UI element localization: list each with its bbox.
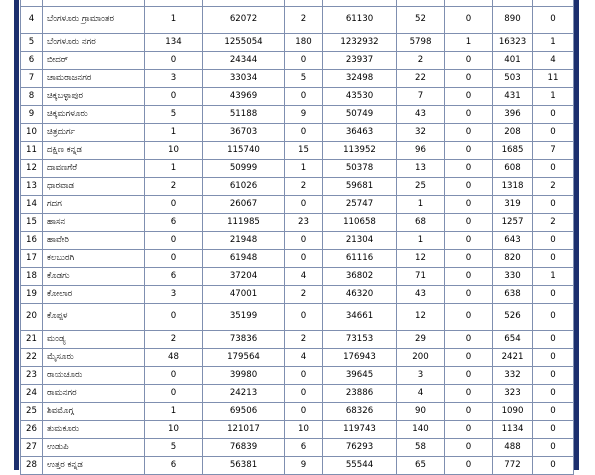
value-cell-3: 0 — [285, 250, 323, 268]
serial-number-cell: 8 — [21, 88, 43, 106]
value-cell-1: 0 — [145, 250, 203, 268]
value-cell-6: 0 — [445, 106, 493, 124]
value-cell-3: 2 — [285, 178, 323, 196]
serial-number-cell: 13 — [21, 178, 43, 196]
table-row — [21, 178, 574, 196]
value-cell-4: 119743 — [323, 421, 397, 439]
value-cell-2: 24213 — [203, 385, 285, 403]
value-cell-5: 71 — [397, 268, 445, 286]
value-cell-2: 61948 — [203, 250, 285, 268]
value-cell-2: 21948 — [203, 232, 285, 250]
value-cell-4: 43530 — [323, 88, 397, 106]
district-name-cell: ಕೊಡಗು — [43, 268, 145, 286]
value-cell-8: 0 — [533, 385, 574, 403]
district-name-cell: ರಾಮನಗರ — [43, 385, 145, 403]
table-row — [21, 331, 574, 349]
table-row — [21, 439, 574, 457]
district-name-cell: ಕೊಪ್ಪಳ — [43, 304, 145, 331]
value-cell-5: 1 — [397, 196, 445, 214]
value-cell-8: 0 — [533, 439, 574, 457]
value-cell-4: 46320 — [323, 286, 397, 304]
serial-number-cell: 20 — [21, 304, 43, 331]
value-cell-1: 10 — [145, 421, 203, 439]
value-cell-3: 0 — [285, 196, 323, 214]
value-cell-5: 200 — [397, 349, 445, 367]
value-cell-3: 10 — [285, 421, 323, 439]
value-cell-8: 2 — [533, 214, 574, 232]
value-cell-1: 0 — [145, 367, 203, 385]
value-cell-8: 0 — [533, 106, 574, 124]
table-row — [21, 385, 574, 403]
table-row — [21, 88, 574, 106]
value-cell-5: 12 — [397, 304, 445, 331]
value-cell-1: 2 — [145, 178, 203, 196]
value-cell-4: 23937 — [323, 52, 397, 70]
serial-number-cell: 16 — [21, 232, 43, 250]
value-cell-8: 0 — [533, 421, 574, 439]
value-cell-6: 0 — [445, 142, 493, 160]
serial-number-cell: 11 — [21, 142, 43, 160]
value-cell-7: 772 — [493, 457, 533, 475]
value-cell-1: 0 — [145, 385, 203, 403]
district-name-cell: ಗದಗ — [43, 196, 145, 214]
value-cell-3: 9 — [285, 106, 323, 124]
value-cell-3: 0 — [285, 304, 323, 331]
table-row — [21, 34, 574, 52]
value-cell-4: 59681 — [323, 178, 397, 196]
table-row — [21, 403, 574, 421]
value-cell-3: 1 — [285, 160, 323, 178]
district-name-cell: ಕೋಲಾರ — [43, 286, 145, 304]
value-cell-3: 9 — [285, 457, 323, 475]
value-cell-7: 1134 — [493, 421, 533, 439]
value-cell-3: 0 — [285, 52, 323, 70]
value-cell-2: 76839 — [203, 439, 285, 457]
value-cell-2: 115740 — [203, 142, 285, 160]
serial-number-cell: 5 — [21, 34, 43, 52]
value-cell-5: 96 — [397, 142, 445, 160]
value-cell-6: 0 — [445, 331, 493, 349]
value-cell-2: 73836 — [203, 331, 285, 349]
value-cell-3: 0 — [285, 385, 323, 403]
value-cell-1: 2 — [145, 331, 203, 349]
value-cell-7: 1257 — [493, 214, 533, 232]
value-cell-6: 0 — [445, 268, 493, 286]
value-cell-6: 0 — [445, 214, 493, 232]
value-cell-7: 2421 — [493, 349, 533, 367]
value-cell-5: 12 — [397, 250, 445, 268]
table-row — [21, 421, 574, 439]
value-cell-1: 0 — [145, 304, 203, 331]
value-cell-7: 890 — [493, 7, 533, 34]
value-cell-1: 6 — [145, 268, 203, 286]
serial-number-cell: 6 — [21, 52, 43, 70]
value-cell-5: 43 — [397, 286, 445, 304]
value-cell-1: 0 — [145, 88, 203, 106]
value-cell-2: 179564 — [203, 349, 285, 367]
table-row — [21, 304, 574, 331]
value-cell-1: 1 — [145, 124, 203, 142]
value-cell-2: 37204 — [203, 268, 285, 286]
value-cell-4: 61130 — [323, 7, 397, 34]
serial-number-cell: 25 — [21, 403, 43, 421]
table-row — [21, 457, 574, 475]
value-cell-8: 4 — [533, 52, 574, 70]
district-table-body — [21, 0, 574, 475]
value-cell-8: 0 — [533, 124, 574, 142]
district-name-cell: ಚಾಮರಾಜನಗರ — [43, 70, 145, 88]
value-cell-4: 23886 — [323, 385, 397, 403]
left-border-bar — [14, 0, 19, 470]
value-cell-6: 0 — [445, 160, 493, 178]
table-row — [21, 52, 574, 70]
value-cell-8: 7 — [533, 142, 574, 160]
district-name-cell: ರಾಯಚೂರು — [43, 367, 145, 385]
value-cell-6: 0 — [445, 178, 493, 196]
serial-number-cell: 4 — [21, 7, 43, 34]
value-cell-8: 0 — [533, 331, 574, 349]
district-name-cell: ಹಾಸನ — [43, 214, 145, 232]
district-name-cell: ಚಿತ್ರದುರ್ಗ — [43, 124, 145, 142]
value-cell-7: 330 — [493, 268, 533, 286]
value-cell-8: 2 — [533, 178, 574, 196]
district-name-cell: ಧಾರವಾಡ — [43, 178, 145, 196]
value-cell-2: 35199 — [203, 304, 285, 331]
value-cell-6: 0 — [445, 385, 493, 403]
value-cell-5: 58 — [397, 439, 445, 457]
value-cell-4: 68326 — [323, 403, 397, 421]
value-cell-7: 638 — [493, 286, 533, 304]
value-cell-6: 0 — [445, 52, 493, 70]
value-cell-7: 323 — [493, 385, 533, 403]
value-cell-2: 50999 — [203, 160, 285, 178]
serial-number-cell: 26 — [21, 421, 43, 439]
value-cell-6: 0 — [445, 403, 493, 421]
value-cell-5: 13 — [397, 160, 445, 178]
value-cell-3: 0 — [285, 232, 323, 250]
district-name-cell: ಚಿಕ್ಕಬಳ್ಳಾಪುರ — [43, 88, 145, 106]
value-cell-2: 111985 — [203, 214, 285, 232]
value-cell-4: 50749 — [323, 106, 397, 124]
table-row — [21, 7, 574, 34]
value-cell-7: 396 — [493, 106, 533, 124]
value-cell-2: 61026 — [203, 178, 285, 196]
value-cell-3: 2 — [285, 331, 323, 349]
value-cell-7: 332 — [493, 367, 533, 385]
value-cell-4: 39645 — [323, 367, 397, 385]
value-cell-6: 0 — [445, 457, 493, 475]
value-cell-5: 4 — [397, 385, 445, 403]
serial-number-cell: 15 — [21, 214, 43, 232]
serial-number-cell: 17 — [21, 250, 43, 268]
table-row — [21, 196, 574, 214]
table-row — [21, 70, 574, 88]
value-cell-7: 401 — [493, 52, 533, 70]
table-row — [21, 286, 574, 304]
value-cell-4: 21304 — [323, 232, 397, 250]
district-name-cell: ಮಂಡ್ಯ — [43, 331, 145, 349]
district-name-cell: ಮೈಸೂರು — [43, 349, 145, 367]
value-cell-4: 76293 — [323, 439, 397, 457]
table-row — [21, 268, 574, 286]
value-cell-7: 488 — [493, 439, 533, 457]
value-cell-4: 36463 — [323, 124, 397, 142]
district-name-cell: ಕಲಬುರಗಿ — [43, 250, 145, 268]
value-cell-4: 110658 — [323, 214, 397, 232]
value-cell-6: 0 — [445, 250, 493, 268]
value-cell-8: 0 — [533, 286, 574, 304]
value-cell-1: 48 — [145, 349, 203, 367]
district-name-cell: ದಕ್ಷಿಣ ಕನ್ನಡ — [43, 142, 145, 160]
value-cell-3: 0 — [285, 124, 323, 142]
value-cell-5: 52 — [397, 7, 445, 34]
district-name-cell: ಹಾವೇರಿ — [43, 232, 145, 250]
value-cell-1: 6 — [145, 457, 203, 475]
district-name-cell: ದಾವಣಗೆರೆ — [43, 160, 145, 178]
value-cell-4: 55544 — [323, 457, 397, 475]
value-cell-6: 0 — [445, 7, 493, 34]
value-cell-8: 0 — [533, 367, 574, 385]
value-cell-1: 1 — [145, 160, 203, 178]
value-cell-3: 4 — [285, 268, 323, 286]
value-cell-5: 3 — [397, 367, 445, 385]
value-cell-5: 22 — [397, 70, 445, 88]
value-cell-7: 643 — [493, 232, 533, 250]
value-cell-3: 23 — [285, 214, 323, 232]
value-cell-7: 319 — [493, 196, 533, 214]
value-cell-8: 0 — [533, 160, 574, 178]
serial-number-cell: 7 — [21, 70, 43, 88]
value-cell-3: 180 — [285, 34, 323, 52]
value-cell-3: 15 — [285, 142, 323, 160]
value-cell-2: 56381 — [203, 457, 285, 475]
serial-number-cell: 28 — [21, 457, 43, 475]
value-cell-6: 0 — [445, 88, 493, 106]
value-cell-1: 3 — [145, 286, 203, 304]
value-cell-1: 134 — [145, 34, 203, 52]
value-cell-5: 5798 — [397, 34, 445, 52]
value-cell-2: 51188 — [203, 106, 285, 124]
value-cell-8: 0 — [533, 457, 574, 475]
table-row — [21, 232, 574, 250]
value-cell-4: 25747 — [323, 196, 397, 214]
value-cell-6: 0 — [445, 304, 493, 331]
serial-number-cell: 23 — [21, 367, 43, 385]
district-name-cell: ಚಿಕ್ಕಮಗಳೂರು — [43, 106, 145, 124]
value-cell-5: 29 — [397, 331, 445, 349]
value-cell-2: 39980 — [203, 367, 285, 385]
value-cell-8: 0 — [533, 232, 574, 250]
value-cell-2: 43969 — [203, 88, 285, 106]
value-cell-5: 1 — [397, 232, 445, 250]
value-cell-8: 11 — [533, 70, 574, 88]
value-cell-3: 0 — [285, 367, 323, 385]
value-cell-3: 2 — [285, 286, 323, 304]
value-cell-7: 1090 — [493, 403, 533, 421]
district-name-cell: ಶಿವಮೊಗ್ಗ — [43, 403, 145, 421]
value-cell-1: 5 — [145, 106, 203, 124]
value-cell-8: 0 — [533, 349, 574, 367]
value-cell-3: 2 — [285, 7, 323, 34]
value-cell-5: 65 — [397, 457, 445, 475]
value-cell-3: 0 — [285, 88, 323, 106]
serial-number-cell: 24 — [21, 385, 43, 403]
value-cell-2: 36703 — [203, 124, 285, 142]
value-cell-2: 62072 — [203, 7, 285, 34]
value-cell-1: 0 — [145, 52, 203, 70]
value-cell-8: 1 — [533, 268, 574, 286]
district-name-cell: ಬೆಂಗಳೂರು ನಗರ — [43, 34, 145, 52]
serial-number-cell: 10 — [21, 124, 43, 142]
value-cell-6: 0 — [445, 367, 493, 385]
value-cell-6: 0 — [445, 70, 493, 88]
value-cell-7: 208 — [493, 124, 533, 142]
table-row — [21, 250, 574, 268]
value-cell-7: 654 — [493, 331, 533, 349]
value-cell-8: 0 — [533, 250, 574, 268]
value-cell-1: 0 — [145, 196, 203, 214]
serial-number-cell: 12 — [21, 160, 43, 178]
value-cell-5: 7 — [397, 88, 445, 106]
value-cell-3: 4 — [285, 349, 323, 367]
value-cell-6: 0 — [445, 196, 493, 214]
value-cell-1: 1 — [145, 403, 203, 421]
value-cell-6: 0 — [445, 286, 493, 304]
table-row — [21, 367, 574, 385]
value-cell-1: 1 — [145, 7, 203, 34]
value-cell-4: 176943 — [323, 349, 397, 367]
value-cell-3: 5 — [285, 70, 323, 88]
value-cell-6: 0 — [445, 439, 493, 457]
value-cell-5: 32 — [397, 124, 445, 142]
value-cell-2: 121017 — [203, 421, 285, 439]
value-cell-1: 6 — [145, 214, 203, 232]
value-cell-1: 5 — [145, 439, 203, 457]
value-cell-5: 68 — [397, 214, 445, 232]
value-cell-8: 0 — [533, 196, 574, 214]
serial-number-cell: 27 — [21, 439, 43, 457]
district-name-cell: ಬೆಂಗಳೂರು ಗ್ರಾಮಾಂತರ — [43, 7, 145, 34]
serial-number-cell: 22 — [21, 349, 43, 367]
value-cell-1: 10 — [145, 142, 203, 160]
value-cell-6: 0 — [445, 124, 493, 142]
district-name-cell: ಬೀದರ್ — [43, 52, 145, 70]
value-cell-8: 0 — [533, 304, 574, 331]
table-row — [21, 214, 574, 232]
value-cell-1: 3 — [145, 70, 203, 88]
right-border-bar — [574, 0, 579, 470]
value-cell-7: 1685 — [493, 142, 533, 160]
value-cell-7: 526 — [493, 304, 533, 331]
value-cell-2: 69506 — [203, 403, 285, 421]
table-row — [21, 106, 574, 124]
serial-number-cell: 19 — [21, 286, 43, 304]
value-cell-4: 34661 — [323, 304, 397, 331]
value-cell-5: 2 — [397, 52, 445, 70]
serial-number-cell: 18 — [21, 268, 43, 286]
value-cell-4: 32498 — [323, 70, 397, 88]
table-row — [21, 160, 574, 178]
value-cell-5: 140 — [397, 421, 445, 439]
value-cell-6: 0 — [445, 232, 493, 250]
value-cell-6: 0 — [445, 421, 493, 439]
district-name-cell: ತುಮಕೂರು — [43, 421, 145, 439]
value-cell-6: 1 — [445, 34, 493, 52]
value-cell-5: 25 — [397, 178, 445, 196]
district-name-cell: ಉಡುಪಿ — [43, 439, 145, 457]
serial-number-cell: 9 — [21, 106, 43, 124]
value-cell-8: 1 — [533, 34, 574, 52]
district-table — [20, 0, 574, 475]
value-cell-3: 0 — [285, 403, 323, 421]
value-cell-4: 73153 — [323, 331, 397, 349]
value-cell-7: 1318 — [493, 178, 533, 196]
value-cell-7: 820 — [493, 250, 533, 268]
value-cell-4: 1232932 — [323, 34, 397, 52]
table-row — [21, 124, 574, 142]
value-cell-2: 33034 — [203, 70, 285, 88]
table-row — [21, 349, 574, 367]
value-cell-4: 113952 — [323, 142, 397, 160]
value-cell-2: 47001 — [203, 286, 285, 304]
value-cell-2: 26067 — [203, 196, 285, 214]
value-cell-7: 503 — [493, 70, 533, 88]
value-cell-7: 608 — [493, 160, 533, 178]
value-cell-6: 0 — [445, 349, 493, 367]
value-cell-2: 24344 — [203, 52, 285, 70]
value-cell-7: 16323 — [493, 34, 533, 52]
district-name-cell: ಉತ್ತರ ಕನ್ನಡ — [43, 457, 145, 475]
value-cell-4: 36802 — [323, 268, 397, 286]
serial-number-cell: 21 — [21, 331, 43, 349]
value-cell-4: 50378 — [323, 160, 397, 178]
district-table-container — [20, 0, 573, 475]
value-cell-2: 1255054 — [203, 34, 285, 52]
value-cell-8: 0 — [533, 403, 574, 421]
value-cell-8: 1 — [533, 88, 574, 106]
table-row — [21, 142, 574, 160]
value-cell-5: 90 — [397, 403, 445, 421]
value-cell-1: 0 — [145, 232, 203, 250]
value-cell-7: 431 — [493, 88, 533, 106]
serial-number-cell: 14 — [21, 196, 43, 214]
value-cell-3: 6 — [285, 439, 323, 457]
value-cell-5: 43 — [397, 106, 445, 124]
value-cell-4: 61116 — [323, 250, 397, 268]
value-cell-8: 0 — [533, 7, 574, 34]
